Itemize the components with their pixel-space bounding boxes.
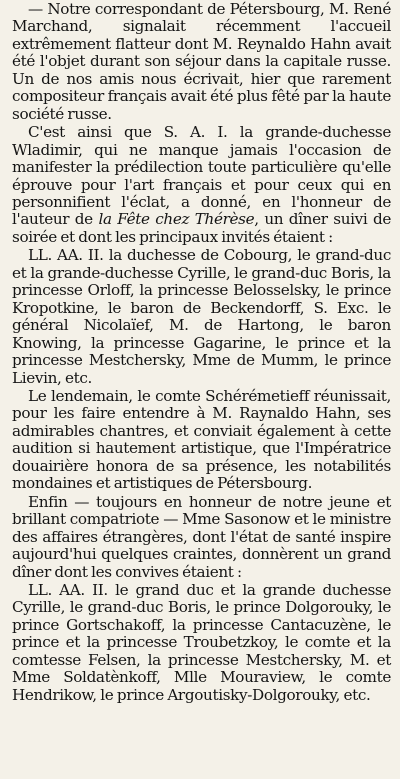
paragraph-final-dinner [12, 494, 391, 581]
paragraph-text: LL. AA. II. la duchesse de Cobourg, le grand-duc et la grande-duchesse Cyrille, le grand-duc Boris, la princesse Orloff, la princesse Belosselsky, le prince Kropotkine, le baron de Beckendorff, S. Exc. le général Nicolaïef, M. de Hartong, le baron Knowing, la princesse Gagarine, le prince et la princesse Mestchersky, Mme de Mumm, le prince Lievin, etc. [12, 246, 391, 387]
paragraph-text: — Notre correspondant de Pétersbourg, M. René Marchand, signalait récemment l'accueil extrêmement flatteur dont M. Reynaldo Hahn avait été l'objet durant son séjour dans la capitale russe. Un de nos amis nous écrivait, hier que rarement compositeur français avait été plus fêté par la haute société russe. [12, 0, 391, 123]
paragraph-grand-duchess [12, 124, 391, 246]
paragraph-petersbourg [12, 1, 391, 123]
paragraph-text: Le lendemain, le comte Schérémetieff réunissait, pour les faire entendre à M. Raynaldo Hahn, ses admirables chantres, et conviait également à cette audition si hautement artistique, que l'Impératrice douairière honora de sa présence, les notabilités mondaines et artistiques de Pétersbourg. [12, 386, 391, 493]
work-title: la Fête chez Thérèse [98, 210, 255, 229]
paragraph-text: , un dîner suivi de soirée et dont les principaux invités étaient : [12, 210, 392, 246]
paragraph-next-day [12, 388, 391, 493]
guest-list-dinner-one [12, 247, 391, 387]
paragraph-text: Enfin — toujours en honneur de notre jeune et brillant compatriote — Mme Sasonow et le ministre des affaires étrangères, dont l'état de santé inspire aujourd'hui quelques craintes, donnèrent un grand dîner dont les convives étaient : [12, 492, 391, 581]
paragraph-text: LL. AA. II. le grand duc et la grande duchesse Cyrille, le grand-duc Boris, le prince Dolgorouky, le prince Gortschakoff, la princesse Cantacuzène, le prince et la princesse Troubetzkoy, le comte et la comtesse Felsen, la princesse Mestchersky, M. et Mme Soldatènkoff, Mlle Mouraview, le comte Hendrikow, le prince Argoutisky-Dolgorouky, etc. [12, 580, 391, 704]
guest-list-dinner-two [12, 582, 391, 704]
paragraph-text: C'est ainsi que S. A. I. la grande-duchesse Wladimir, qui ne manque jamais l'occasion de manifester la prédilection toute particulière qu'elle éprouve pour l'art français et pour ceux qui en personnifient l'éclat, a donné, en l'honneur de l'auteur de [12, 123, 391, 229]
